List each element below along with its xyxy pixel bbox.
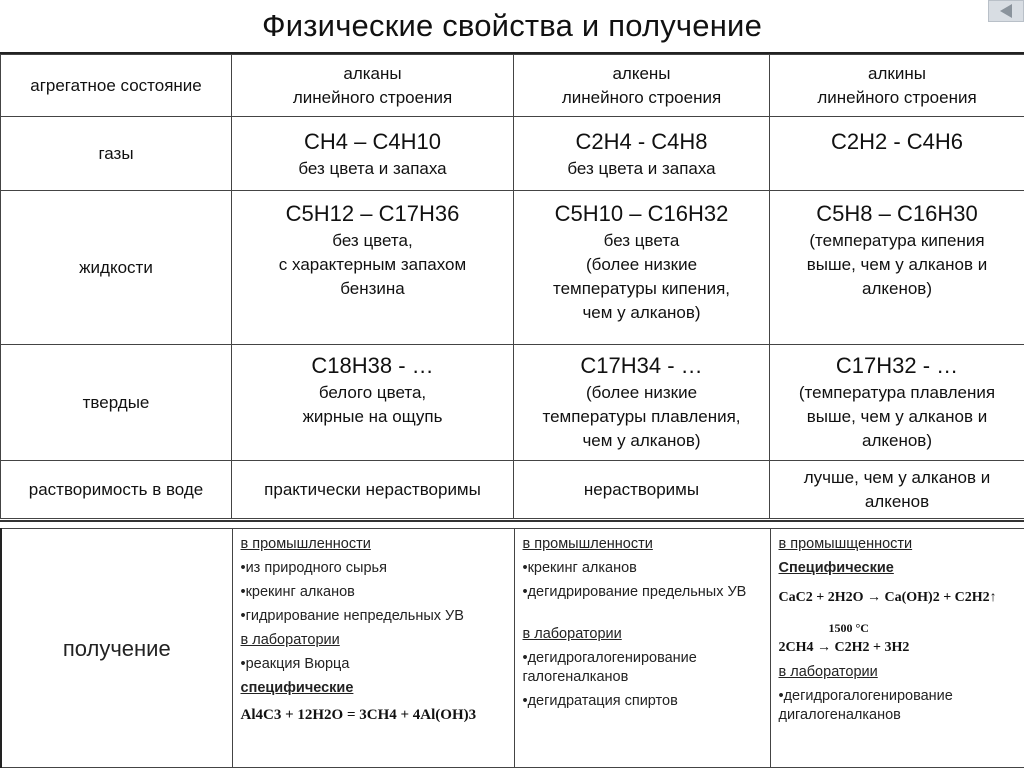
liquids-alkynes-t2: выше, чем у алканов и	[806, 255, 988, 274]
production-alkenes	[514, 529, 770, 768]
header-state: агрегатное состояние	[1, 55, 232, 117]
alkanes-industry-item-2: •крекинг алканов	[240, 584, 355, 600]
gases-alkynes	[770, 117, 1024, 191]
liquids-alkanes-formula: C5H12 – C17H36	[285, 201, 460, 226]
liquids-row	[1, 191, 1024, 345]
section-divider	[0, 520, 1024, 522]
header-alkenes-name: алкены	[612, 63, 671, 83]
alkanes-lab-item-1: •реакция Вюрца	[240, 656, 350, 672]
solids-alkynes-t2: выше, чем у алканов и	[806, 407, 988, 426]
production-alkanes	[232, 529, 514, 768]
solids-alkanes-t1: белого цвета,	[318, 383, 427, 402]
solids-alkenes-t2: температуры плавления,	[542, 407, 741, 426]
gases-alkanes-formula: CH4 – C4H10	[304, 128, 441, 154]
alkanes-industry-item-1: •из природного сырья	[240, 560, 387, 576]
solubility-alkynes-l2: алкенов	[864, 491, 930, 511]
solubility-label: растворимость в воде	[1, 461, 232, 519]
alkynes-specific-heading: Специфические	[778, 560, 894, 576]
header-alkenes-structure: линейного строения	[561, 87, 722, 107]
gases-alkenes-formula: C2H4 - C4H8	[575, 128, 708, 154]
alkynes-pyrolysis-condition: 1500 °C	[828, 621, 869, 635]
alkynes-carbide-equation: CaC2 + 2H2O → Ca(OH)2 + C2H2↑	[778, 590, 997, 605]
alkenes-industry-item-2: •дегидрирование предельных УВ	[522, 584, 747, 600]
header-alkanes	[232, 55, 514, 117]
liquids-alkenes-t3: температуры кипения,	[552, 279, 731, 298]
liquids-alkenes-formula: C5H10 – C16H32	[554, 201, 729, 226]
header-alkanes-name: алканы	[343, 63, 402, 83]
properties-table	[0, 54, 1024, 519]
header-alkynes-structure: линейного строения	[817, 87, 977, 107]
alkanes-specific-equation: Al4C3 + 12H2O = 3CH4 + 4Al(OH)3	[240, 707, 477, 723]
header-row	[1, 55, 1024, 117]
alkynes-pyrolysis-equation: 2CH4 → C2H2 + 3H2	[778, 640, 910, 655]
solubility-alkanes: практически нерастворимы	[232, 461, 514, 519]
solids-alkenes-formula: C17H34 - …	[580, 353, 703, 378]
alkanes-lab-heading: в лаборатории	[240, 632, 340, 648]
solids-alkynes-t1: (температура плавления	[798, 383, 996, 402]
solids-alkynes	[770, 345, 1024, 461]
production-table	[0, 528, 1024, 768]
alkanes-industry-heading: в промышленности	[240, 536, 371, 552]
back-arrow-icon	[1000, 4, 1012, 18]
liquids-alkynes-t3: алкенов)	[862, 279, 932, 298]
alkenes-industry-heading: в промышленности	[522, 536, 653, 552]
gases-row	[1, 117, 1024, 191]
back-button[interactable]	[988, 0, 1024, 22]
solids-alkynes-formula: C17H32 - …	[835, 353, 959, 378]
production-alkynes	[770, 529, 1024, 768]
liquids-alkanes-t2: с характерным запахом	[278, 255, 467, 274]
liquids-alkynes	[770, 191, 1024, 345]
solids-alkynes-t3: алкенов)	[862, 431, 932, 450]
solids-label: твердые	[1, 345, 232, 461]
alkynes-lab-item-1: •дегидрогалогенирование дигалогеналканов	[778, 688, 953, 723]
alkenes-lab-item-1: •дегидрогалогенирование галогеналканов	[522, 650, 697, 685]
header-alkenes	[514, 55, 770, 117]
liquids-label: жидкости	[1, 191, 232, 345]
liquids-alkynes-formula: C5H8 – C16H30	[816, 201, 978, 226]
solids-alkenes-t3: чем у алканов)	[582, 431, 701, 450]
liquids-alkanes	[232, 191, 514, 345]
liquids-alkanes-t3: бензина	[340, 279, 405, 298]
solubility-row	[1, 461, 1024, 519]
gases-alkenes-text: без цвета и запаха	[567, 158, 716, 178]
liquids-alkenes	[514, 191, 770, 345]
solids-alkanes-formula: C18H38 - …	[311, 353, 434, 378]
gases-label: газы	[1, 117, 232, 191]
production-label: получение	[1, 529, 232, 768]
alkenes-lab-heading: в лаборатории	[522, 626, 622, 642]
solids-alkenes-t1: (более низкие	[585, 383, 698, 402]
solids-row	[1, 345, 1024, 461]
page-title: Физические свойства и получение	[261, 8, 763, 43]
solubility-alkynes	[770, 461, 1024, 519]
production-row	[1, 529, 1024, 768]
solids-alkanes	[232, 345, 514, 461]
solubility-alkynes-l1: лучше, чем у алканов и	[803, 467, 991, 487]
gases-alkanes-text: без цвета и запаха	[298, 158, 447, 178]
solubility-alkenes: нерастворимы	[514, 461, 770, 519]
liquids-alkenes-t1: без цвета	[603, 231, 680, 250]
alkanes-industry-item-3: •гидрирование непредельных УВ	[240, 608, 464, 624]
alkanes-specific-heading: специфические	[240, 680, 354, 696]
gases-alkynes-formula: C2H2 - C4H6	[830, 129, 964, 154]
alkenes-industry-item-1: •крекинг алканов	[522, 560, 637, 576]
liquids-alkenes-t2: (более низкие	[585, 255, 698, 274]
liquids-alkenes-t4: чем у алканов)	[582, 303, 701, 322]
alkynes-industry-heading: в промышщенности	[778, 536, 913, 552]
gases-alkanes	[232, 117, 514, 191]
solids-alkanes-t2: жирные на ощупь	[302, 407, 443, 426]
gases-alkenes	[514, 117, 770, 191]
header-alkanes-structure: линейного строения	[292, 87, 453, 107]
header-alkynes-name: алкины	[868, 63, 926, 83]
liquids-alkynes-t1: (температура кипения	[809, 231, 985, 250]
solids-alkenes	[514, 345, 770, 461]
alkenes-lab-item-2: •дегидратация спиртов	[522, 693, 678, 709]
liquids-alkanes-t1: без цвета,	[332, 231, 413, 250]
header-alkynes	[770, 55, 1024, 117]
alkynes-lab-heading: в лаборатории	[778, 664, 878, 680]
